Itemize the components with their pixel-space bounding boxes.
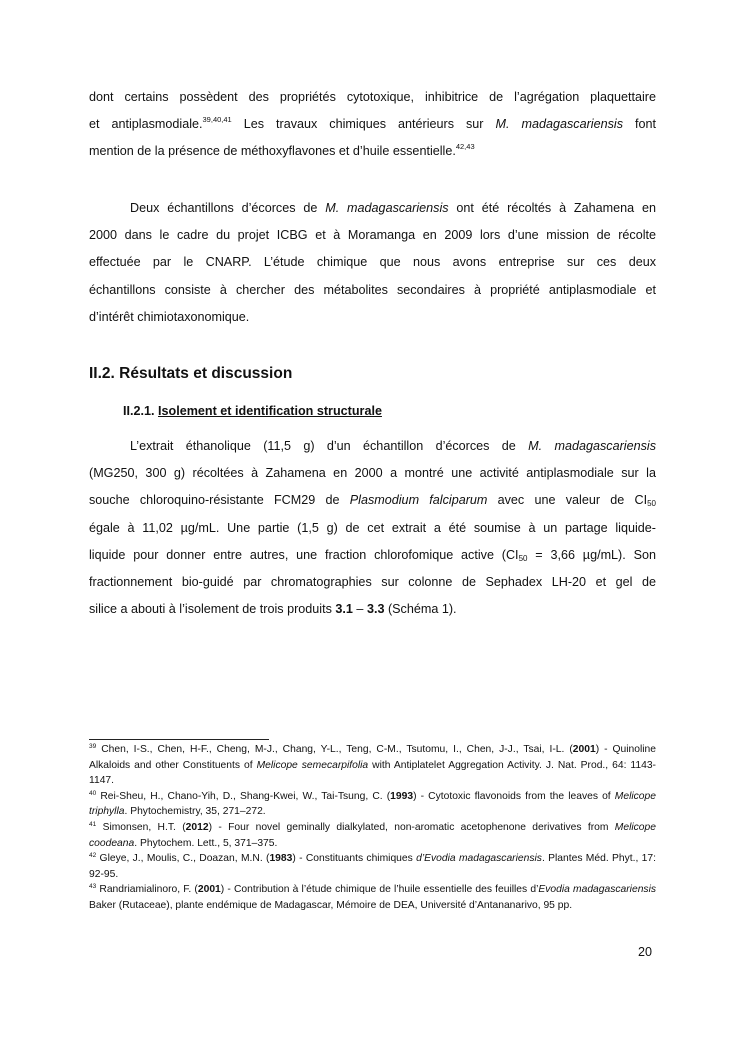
footnote-41: $^{41}$ Simonsen, H.T. (2012) - Four novel geminally dialkylated, non-aromatic acetophenone derivatives from Melicope coodeana. Phytochem. Lett., 5, 371–375. xyxy=(89,820,656,849)
text-line: échantillons consiste à chercher des métabolites secondaires à propriété antiplasmodiale et xyxy=(89,282,656,297)
subsection-title: II.2.1. Isolement et identification structurale xyxy=(123,404,382,418)
text-line: dont certains possèdent des propriétés cytotoxique, inhibitrice de l’agrégation plaquettaire xyxy=(89,90,656,104)
footnote-ref: 39,40,41 xyxy=(202,115,232,125)
text-line: d’intérêt chimiotaxonomique. xyxy=(89,309,250,324)
text-line: égale à 11,02 µg/mL. Une partie (1,5 g) de cet extrait a été soumise à un partage liquide- xyxy=(89,520,656,535)
footnote-40: $^{40}$ Rei-Sheu, H., Chano-Yih, D., Shang-Kwei, W., Tai-Tsung, C. (1993) - Cytotoxic flavonoids from the leaves of Melicope triphylla. Phytochemistry, 35, 271–272. xyxy=(89,789,656,818)
text-line: Deux échantillons d’écorces de M. madagascariensis ont été récoltés à Zahamena en xyxy=(130,201,656,215)
footnote-separator xyxy=(89,739,269,740)
footnotes xyxy=(89,742,656,914)
text-line: mention de la présence de méthoxyflavones et d’huile essentielle.$^{42,43}$ xyxy=(89,142,475,159)
text-line: silice a abouti à l’isolement de trois produits 3.1 – 3.3 (Schéma 1). xyxy=(89,602,457,617)
intro-paragraph xyxy=(89,84,656,166)
footnote-43: $^{43}$ Randriamialinoro, F. (2001) - Contribution à l’étude chimique de l’huile essentielle des feuilles d’Evodia madagascariensis Baker (Rutaceae), plante endémique de Madagascar, Mémoire de DEA, Université d’Antananarivo, 95 pp. xyxy=(89,883,657,911)
section-title: II.2. Résultats et discussion xyxy=(89,365,293,382)
text-line: (MG250, 300 g) récoltées à Zahamena en 2000 a montré une activité antiplasmodiale sur la xyxy=(89,466,656,481)
results-paragraph xyxy=(89,433,656,623)
footnote-39: $^{39}$ Chen, I-S., Chen, H-F., Cheng, M-J., Chang, Y-L., Teng, C-M., Tsutomu, I., Chen, J-J., Tsai, I-L. (2001) - Quinoline Alkaloids and other Constituents of Melicope semecarpifolia with Antiplatelet Aggregation Activity. J. Nat. Prod., 64: 1143-1147. xyxy=(89,743,656,787)
footnote-42: $^{42}$ Gleye, J., Moulis, C., Doazan, M.N. (1983) - Constituants chimiques d’Evodia madagascariensis. Plantes Méd. Phyt., 17: 92-95. xyxy=(89,852,656,880)
sample-paragraph xyxy=(89,195,656,331)
text-line: liquide pour donner entre autres, une fraction chlorofomique active ($CI_{50} = 3,66$ µg/mL). Son xyxy=(89,547,656,563)
text-line: fractionnement bio-guidé par chromatographies sur colonne de Sephadex LH-20 et gel de xyxy=(89,575,656,590)
text-line: L’extrait éthanolique (11,5 g) d’un échantillon d’écorces de M. madagascariensis xyxy=(130,439,656,453)
text-line: 2000 dans le cadre du projet ICBG et à Moramanga en 2009 lors d’une mission de récolte xyxy=(89,228,656,243)
page-number: 20 xyxy=(638,945,653,959)
text-line: effectuée par le CNARP. L’étude chimique que nous avons entreprise sur ces deux xyxy=(89,255,656,270)
text-line: souche chloroquino-résistante FCM29 de Plasmodium falciparum avec une valeur de $CI_{50}$ xyxy=(89,493,656,509)
text-line: et antiplasmodiale.$^{39,40,41}$ Les travaux chimiques antérieurs sur M. madagascariensis font xyxy=(89,115,657,132)
footnote-ref: 42,43 xyxy=(455,142,475,152)
